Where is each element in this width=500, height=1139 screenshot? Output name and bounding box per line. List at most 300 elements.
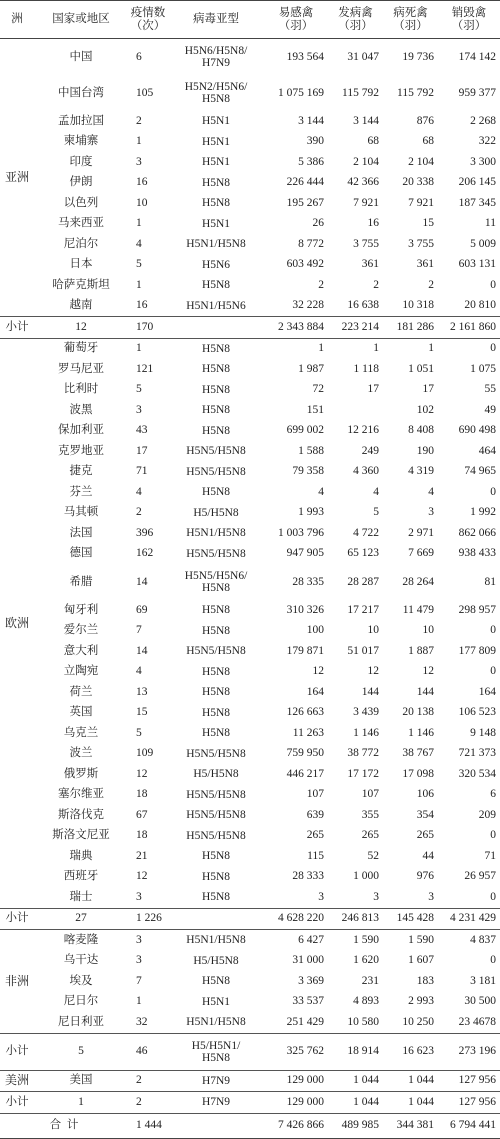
sick-cell: 1 620 (353, 954, 379, 967)
dead-cell: 68 (422, 135, 434, 148)
subtotal-destroyed: 2 161 860 (438, 317, 500, 339)
subtotal-susceptible: 325 762 (264, 1033, 328, 1070)
header-subtype: 病毒亚型 (168, 1, 264, 39)
susceptible-cell: 226 444 (286, 176, 324, 189)
country-cell: 芬兰 (69, 485, 93, 498)
country-cell: 西班牙 (63, 870, 99, 883)
sick-cell: 3 439 (353, 706, 379, 719)
dead-cell: 28 264 (402, 575, 434, 588)
table-row (0, 359, 500, 380)
susceptible-cell: 115 (307, 849, 324, 862)
subtotal-label: 小计 (0, 1033, 34, 1070)
subtype-cell: H5N8 (201, 342, 231, 355)
subtype-cell: H5N5/H5N8 (186, 829, 246, 842)
dead-cell: 1 887 (408, 644, 434, 657)
table-row (0, 662, 500, 683)
outbreak-count-cell: 5 (136, 258, 142, 271)
country-cell: 俄罗斯 (63, 767, 99, 780)
subtype-cell: H5N8 (201, 279, 231, 292)
dead-cell: 1 607 (408, 954, 434, 967)
destroyed-cell: 2 268 (470, 114, 496, 127)
country-cell: 德国 (69, 547, 93, 560)
subtotal-country-count: 27 (34, 908, 128, 930)
subtotal-row (0, 908, 500, 930)
susceptible-cell: 265 (306, 829, 324, 842)
subtotal-row (0, 1092, 500, 1114)
dead-cell: 2 104 (408, 155, 434, 168)
outbreak-count-cell: 5 (136, 726, 142, 739)
susceptible-cell: 151 (306, 403, 324, 416)
susceptible-cell: 1 003 796 (278, 526, 324, 539)
sick-cell: 144 (361, 685, 379, 698)
sick-cell: 249 (361, 444, 379, 457)
subtype-cell: H5N8 (201, 686, 231, 699)
header-susceptible: 易感禽 （羽） (264, 1, 328, 39)
subtype-cell: H5N5/H5N8 (186, 645, 246, 658)
table-row (0, 846, 500, 867)
subtype-cell: H5N8 (201, 624, 231, 637)
subtotal-label: 小计 (0, 908, 34, 930)
subtype-cell: H5N8 (201, 383, 231, 396)
susceptible-cell: 1 993 (298, 506, 324, 519)
susceptible-cell: 126 663 (286, 706, 324, 719)
destroyed-cell: 187 345 (458, 196, 496, 209)
table-row (0, 1012, 500, 1033)
subtype-cell: H5/H5N8 (193, 954, 239, 967)
destroyed-cell: 11 (484, 217, 496, 230)
subtotal-dead: 145 428 (383, 908, 438, 930)
destroyed-cell: 3 300 (470, 155, 496, 168)
country-cell: 日本 (69, 258, 93, 271)
dead-cell: 144 (416, 685, 434, 698)
country-cell: 克罗地亚 (58, 444, 104, 457)
subtype-cell: H5N8 (201, 176, 231, 189)
susceptible-cell: 3 144 (298, 114, 324, 127)
susceptible-cell: 251 429 (286, 1015, 324, 1028)
dead-cell: 3 (428, 506, 434, 519)
dead-cell: 361 (416, 258, 434, 271)
subtotal-outbreaks: 2 (128, 1092, 168, 1114)
outbreak-count-cell: 4 (136, 237, 142, 250)
destroyed-cell: 721 373 (458, 747, 496, 760)
country-cell: 印度 (69, 155, 93, 168)
outbreak-count-cell: 105 (136, 86, 154, 99)
header-country: 国家或地区 (34, 1, 128, 39)
destroyed-cell: 1 075 (470, 362, 496, 375)
outbreak-count-cell: 1 (136, 278, 142, 291)
susceptible-cell: 28 333 (292, 870, 324, 883)
country-cell: 荷兰 (69, 685, 93, 698)
sick-cell: 42 366 (347, 176, 379, 189)
outbreak-count-cell: 3 (136, 933, 142, 946)
subtotal-subtype (168, 317, 264, 339)
subtotal-outbreaks: 170 (128, 317, 168, 339)
sick-cell: 355 (361, 808, 379, 821)
header-destroyed: 销毁禽 （羽） (438, 1, 500, 39)
table-row (0, 75, 500, 111)
country-cell: 爱尔兰 (63, 624, 99, 637)
dead-cell: 2 (428, 278, 434, 291)
dead-cell: 4 319 (408, 465, 434, 478)
dead-cell: 7 921 (408, 196, 434, 209)
country-cell: 孟加拉国 (58, 114, 104, 127)
dead-cell: 7 669 (408, 547, 434, 560)
table-row (0, 723, 500, 744)
table-row (0, 482, 500, 503)
susceptible-cell: 5 386 (298, 155, 324, 168)
country-cell: 尼泊尔 (63, 237, 99, 250)
subtype-cell: H5N5/H5N6/ H5N8 (184, 570, 248, 594)
destroyed-cell: 0 (490, 624, 496, 637)
table-row (0, 441, 500, 462)
destroyed-cell: 206 145 (458, 176, 496, 189)
continent-cell: 美洲 (4, 1073, 29, 1088)
outbreak-count-cell: 3 (136, 954, 142, 967)
subtotal-country-count: 1 (34, 1092, 128, 1114)
subtype-cell: H5N5/H5N8 (186, 445, 246, 458)
dead-cell: 20 338 (402, 176, 434, 189)
subtype-cell: H5N6 (201, 258, 231, 271)
country-cell: 伊朗 (69, 176, 93, 189)
destroyed-cell: 164 (478, 685, 496, 698)
sick-cell: 31 047 (347, 50, 379, 63)
sick-cell: 4 (373, 485, 379, 498)
country-cell: 马其顿 (63, 506, 99, 519)
subtype-cell: H5N8 (201, 486, 231, 499)
country-cell: 意大利 (63, 644, 99, 657)
susceptible-cell: 32 228 (292, 299, 324, 312)
table-row (0, 703, 500, 724)
subtotal-subtype: H7N9 (168, 1092, 264, 1114)
dead-cell: 190 (416, 444, 434, 457)
country-cell: 柬埔寨 (63, 135, 99, 148)
country-cell: 斯洛文尼亚 (52, 829, 110, 842)
dead-cell: 1 146 (408, 726, 434, 739)
subtype-cell: H5N8 (201, 665, 231, 678)
outbreak-count-cell: 6 (136, 50, 142, 63)
dead-cell: 1 (428, 342, 434, 355)
sick-cell: 4 360 (353, 465, 379, 478)
susceptible-cell: 195 267 (286, 196, 324, 209)
outbreak-count-cell: 17 (136, 444, 148, 457)
country-cell: 埃及 (69, 974, 93, 987)
country-cell: 哈萨克斯坦 (52, 278, 110, 291)
sick-cell: 1 044 (353, 1074, 379, 1087)
table-row (0, 992, 500, 1013)
header-row (0, 1, 500, 39)
country-cell: 希腊 (69, 575, 93, 588)
sick-cell: 3 (373, 890, 379, 903)
dead-cell: 38 767 (402, 747, 434, 760)
outbreak-count-cell: 1 (136, 342, 142, 355)
destroyed-cell: 30 500 (464, 995, 496, 1008)
susceptible-cell: 1 075 169 (278, 86, 324, 99)
dead-cell: 183 (416, 974, 434, 987)
destroyed-cell: 5 009 (470, 237, 496, 250)
outbreak-count-cell: 4 (136, 485, 142, 498)
susceptible-cell: 4 (318, 485, 324, 498)
country-cell: 法国 (69, 526, 93, 539)
table-row (0, 805, 500, 826)
subtype-cell: H5N1/H5N8 (186, 527, 246, 540)
sick-cell: 1 000 (353, 870, 379, 883)
dead-cell: 1 044 (408, 1074, 434, 1087)
outbreak-count-cell: 2 (136, 506, 142, 519)
outbreak-count-cell: 18 (136, 829, 148, 842)
destroyed-cell: 23 4678 (458, 1015, 496, 1028)
destroyed-cell: 209 (478, 808, 496, 821)
outbreak-count-cell: 396 (136, 526, 154, 539)
table-body (0, 39, 500, 1139)
destroyed-cell: 0 (490, 829, 496, 842)
subtotal-subtype: H5/H5N1/ H5N8 (168, 1033, 264, 1070)
destroyed-cell: 127 956 (458, 1074, 496, 1087)
destroyed-cell: 0 (490, 890, 496, 903)
country-cell: 塞尔维亚 (58, 788, 104, 801)
sick-cell: 1 118 (353, 362, 379, 375)
dead-cell: 10 250 (402, 1015, 434, 1028)
subtype-cell: H5N5/H5N8 (186, 788, 246, 801)
sick-cell: 115 792 (342, 86, 379, 99)
susceptible-cell: 107 (306, 788, 324, 801)
destroyed-cell: 20 810 (464, 299, 496, 312)
destroyed-cell: 298 957 (458, 603, 496, 616)
country-cell: 马来西亚 (58, 217, 104, 230)
outbreak-count-cell: 5 (136, 383, 142, 396)
outbreak-count-cell: 10 (136, 196, 148, 209)
table-row (0, 132, 500, 153)
outbreak-count-cell: 12 (136, 870, 148, 883)
country-cell: 葡萄牙 (63, 342, 99, 355)
subtype-cell: H5N8 (201, 891, 231, 904)
subtype-cell: H5N1 (201, 115, 231, 128)
country-cell: 喀麦隆 (63, 933, 99, 946)
outbreak-count-cell: 4 (136, 665, 142, 678)
table-row (0, 275, 500, 296)
susceptible-cell: 28 335 (292, 575, 324, 588)
table-row (0, 111, 500, 132)
subtype-cell: H5N8 (201, 424, 231, 437)
sick-cell: 17 217 (347, 603, 379, 616)
susceptible-cell: 11 263 (292, 726, 324, 739)
dead-cell: 8 408 (408, 424, 434, 437)
subtype-cell: H5N8 (201, 850, 231, 863)
subtype-cell: H5N5/H5N8 (186, 465, 246, 478)
susceptible-cell: 390 (306, 135, 324, 148)
total-destroyed: 6 794 441 (438, 1113, 500, 1138)
header-dead: 病死禽 （羽） (383, 1, 438, 39)
destroyed-cell: 106 523 (458, 706, 496, 719)
country-cell: 捷克 (69, 465, 93, 478)
total-outbreaks: 1 444 (128, 1113, 168, 1138)
dead-cell: 10 (422, 624, 434, 637)
continent-cell: 欧洲 (4, 615, 29, 630)
sick-cell: 16 (367, 217, 379, 230)
sick-cell: 1 590 (353, 933, 379, 946)
subtype-cell: H5N1 (201, 156, 231, 169)
outbreak-count-cell: 14 (136, 644, 148, 657)
table-row (0, 867, 500, 888)
table-row (0, 971, 500, 992)
dead-cell: 44 (422, 849, 434, 862)
subtype-cell: H5N8 (201, 363, 231, 376)
susceptible-cell: 639 (306, 808, 324, 821)
dead-cell: 3 (428, 890, 434, 903)
destroyed-cell: 9 148 (470, 726, 496, 739)
table-row (0, 338, 500, 359)
subtotal-susceptible: 129 000 (264, 1092, 328, 1114)
subtotal-sick: 246 813 (328, 908, 383, 930)
dead-cell: 15 (422, 217, 434, 230)
susceptible-cell: 1 588 (298, 444, 324, 457)
sick-cell: 38 772 (347, 747, 379, 760)
table-row (0, 1070, 500, 1092)
subtotal-sick: 223 214 (328, 317, 383, 339)
sick-cell: 7 921 (353, 196, 379, 209)
outbreak-count-cell: 71 (136, 465, 148, 478)
subtype-cell: H5N5/H5N8 (186, 809, 246, 822)
sick-cell: 4 893 (353, 995, 379, 1008)
sick-cell: 28 287 (347, 575, 379, 588)
country-cell: 罗马尼亚 (58, 362, 104, 375)
header-outbreaks: 疫情数 （次） (128, 1, 168, 39)
dead-cell: 3 755 (408, 237, 434, 250)
subtotal-dead: 16 623 (383, 1033, 438, 1070)
subtotal-sick: 18 914 (328, 1033, 383, 1070)
country-cell: 波黑 (69, 403, 93, 416)
table-row (0, 421, 500, 442)
country-cell: 中国 (69, 50, 93, 63)
subtype-cell: H5N1/H5N8 (186, 238, 246, 251)
country-cell: 尼日尔 (63, 995, 99, 1008)
susceptible-cell: 2 (318, 278, 324, 291)
subtype-cell: H7N9 (201, 1074, 231, 1087)
outbreak-count-cell: 16 (136, 299, 148, 312)
dead-cell: 2 971 (408, 526, 434, 539)
outbreak-count-cell: 2 (136, 114, 142, 127)
table-row (0, 887, 500, 908)
country-cell: 瑞典 (69, 849, 93, 862)
subtotal-susceptible: 4 628 220 (264, 908, 328, 930)
susceptible-cell: 31 000 (292, 954, 324, 967)
subtype-cell: H5N2/H5N6/ H5N8 (184, 81, 248, 105)
destroyed-cell: 0 (490, 954, 496, 967)
destroyed-cell: 603 131 (458, 258, 496, 271)
table-row (0, 826, 500, 847)
susceptible-cell: 446 217 (286, 767, 324, 780)
subtype-cell: H5N1 (201, 217, 231, 230)
susceptible-cell: 1 987 (298, 362, 324, 375)
subtotal-row (0, 1033, 500, 1070)
destroyed-cell: 3 181 (470, 974, 496, 987)
dead-cell: 11 479 (402, 603, 434, 616)
dead-cell: 19 736 (402, 50, 434, 63)
subtotal-destroyed: 127 956 (438, 1092, 500, 1114)
subtotal-sick: 1 044 (328, 1092, 383, 1114)
destroyed-cell: 938 433 (458, 547, 496, 560)
dead-cell: 17 (422, 383, 434, 396)
susceptible-cell: 179 871 (286, 644, 324, 657)
outbreak-count-cell: 12 (136, 767, 148, 780)
table-row (0, 39, 500, 76)
dead-cell: 1 051 (408, 362, 434, 375)
table-row (0, 462, 500, 483)
table-row (0, 234, 500, 255)
subtype-cell: H5N8 (201, 870, 231, 883)
total-sick: 489 985 (328, 1113, 383, 1138)
destroyed-cell: 0 (490, 342, 496, 355)
outbreak-count-cell: 1 (136, 135, 142, 148)
table-row (0, 951, 500, 972)
country-cell: 美国 (69, 1074, 93, 1087)
subtype-cell: H5/H5N8 (193, 506, 239, 519)
outbreak-count-cell: 15 (136, 706, 148, 719)
outbreak-count-cell: 121 (136, 362, 154, 375)
destroyed-cell: 464 (478, 444, 496, 457)
dead-cell: 20 138 (402, 706, 434, 719)
country-cell: 保加利亚 (58, 424, 104, 437)
outbreak-count-cell: 3 (136, 155, 142, 168)
country-cell: 中国台湾 (58, 86, 104, 99)
sick-cell: 3 144 (353, 114, 379, 127)
susceptible-cell: 33 537 (292, 995, 324, 1008)
subtype-cell: H5N1 (201, 135, 231, 148)
outbreak-count-cell: 7 (136, 624, 142, 637)
country-cell: 乌干达 (63, 954, 99, 967)
country-cell: 乌克兰 (63, 726, 99, 739)
table-row (0, 523, 500, 544)
subtotal-dead: 181 286 (383, 317, 438, 339)
outbreak-count-cell: 67 (136, 808, 148, 821)
subtype-cell: H5N6/H5N8/ H7N9 (184, 45, 248, 69)
outbreak-count-cell: 3 (136, 890, 142, 903)
sick-cell: 52 (367, 849, 379, 862)
susceptible-cell: 603 492 (286, 258, 324, 271)
destroyed-cell: 0 (490, 665, 496, 678)
outbreak-count-cell: 14 (136, 575, 148, 588)
destroyed-cell: 177 809 (458, 644, 496, 657)
sick-cell: 16 638 (347, 299, 379, 312)
sick-cell: 2 104 (353, 155, 379, 168)
sick-cell: 361 (361, 258, 379, 271)
subtotal-outbreaks: 46 (128, 1033, 168, 1070)
dead-cell: 102 (416, 403, 434, 416)
susceptible-cell: 100 (306, 624, 324, 637)
destroyed-cell: 690 498 (458, 424, 496, 437)
table-row (0, 682, 500, 703)
table-row (0, 380, 500, 401)
table-row (0, 193, 500, 214)
subtotal-country-count: 12 (34, 317, 128, 339)
country-cell: 斯洛伐克 (58, 808, 104, 821)
destroyed-cell: 71 (484, 849, 496, 862)
country-cell: 立陶宛 (63, 665, 99, 678)
destroyed-cell: 174 142 (458, 50, 496, 63)
table-row (0, 564, 500, 600)
subtotal-dead: 1 044 (383, 1092, 438, 1114)
sick-cell: 10 580 (347, 1015, 379, 1028)
sick-cell: 231 (361, 974, 379, 987)
subtype-cell: H5N5/H5N8 (186, 547, 246, 560)
susceptible-cell: 164 (306, 685, 324, 698)
table-row (0, 764, 500, 785)
dead-cell: 265 (416, 829, 434, 842)
outbreak-count-cell: 1 (136, 995, 142, 1008)
outbreak-count-cell: 18 (136, 788, 148, 801)
outbreak-count-cell: 43 (136, 424, 148, 437)
susceptible-cell: 947 905 (286, 547, 324, 560)
total-susceptible: 7 426 866 (264, 1113, 328, 1138)
